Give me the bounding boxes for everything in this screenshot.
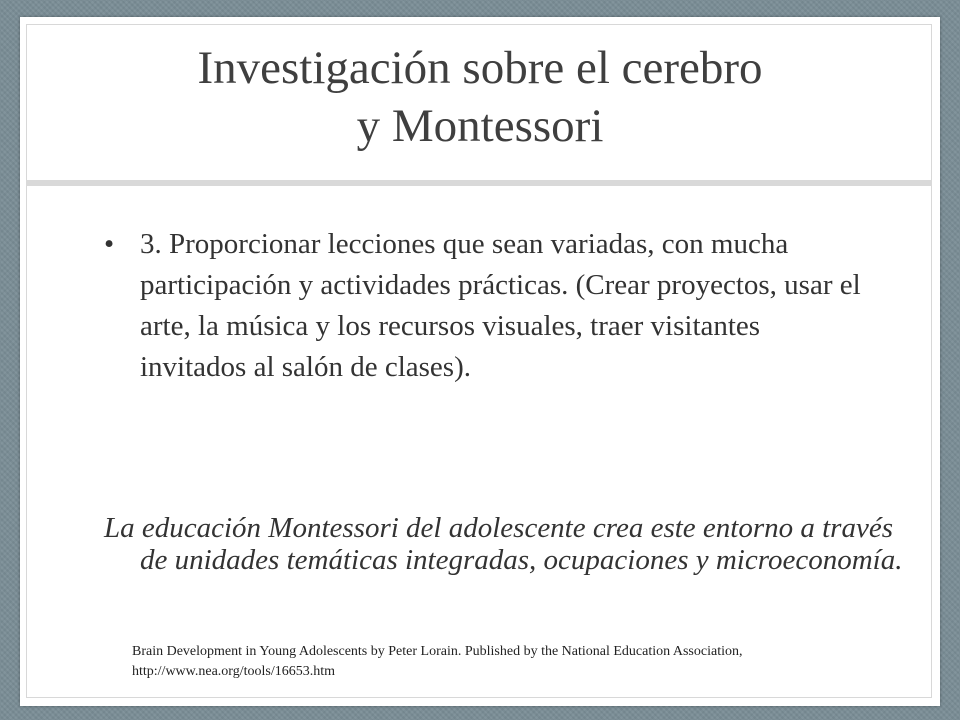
slide-title-line-2: y Montessori bbox=[356, 100, 604, 152]
bullet-list bbox=[104, 224, 864, 388]
citation: Brain Development in Young Adolescents by Peter Lorain. Published by the National Education Association, http://www.nea.org/tools/16653.htm bbox=[132, 644, 743, 679]
bullet-marker-icon: • bbox=[104, 228, 115, 260]
bullet-item bbox=[104, 224, 864, 388]
slide-title-line-1: Investigación sobre el cerebro bbox=[197, 42, 763, 94]
bullet-text: 3. Proporcionar lecciones que sean variadas, con mucha participación y actividades prácticas. (Crear proyectos, usar el arte, la música y los recursos visuales, traer visitantes invitados al salón de clases). bbox=[140, 228, 861, 383]
slide-title bbox=[20, 39, 940, 155]
slide bbox=[20, 17, 940, 706]
italic-note: La educación Montessori del adolescente crea este entorno a través de unidades temáticas integradas, ocupaciones y microeconomía. bbox=[104, 512, 903, 576]
